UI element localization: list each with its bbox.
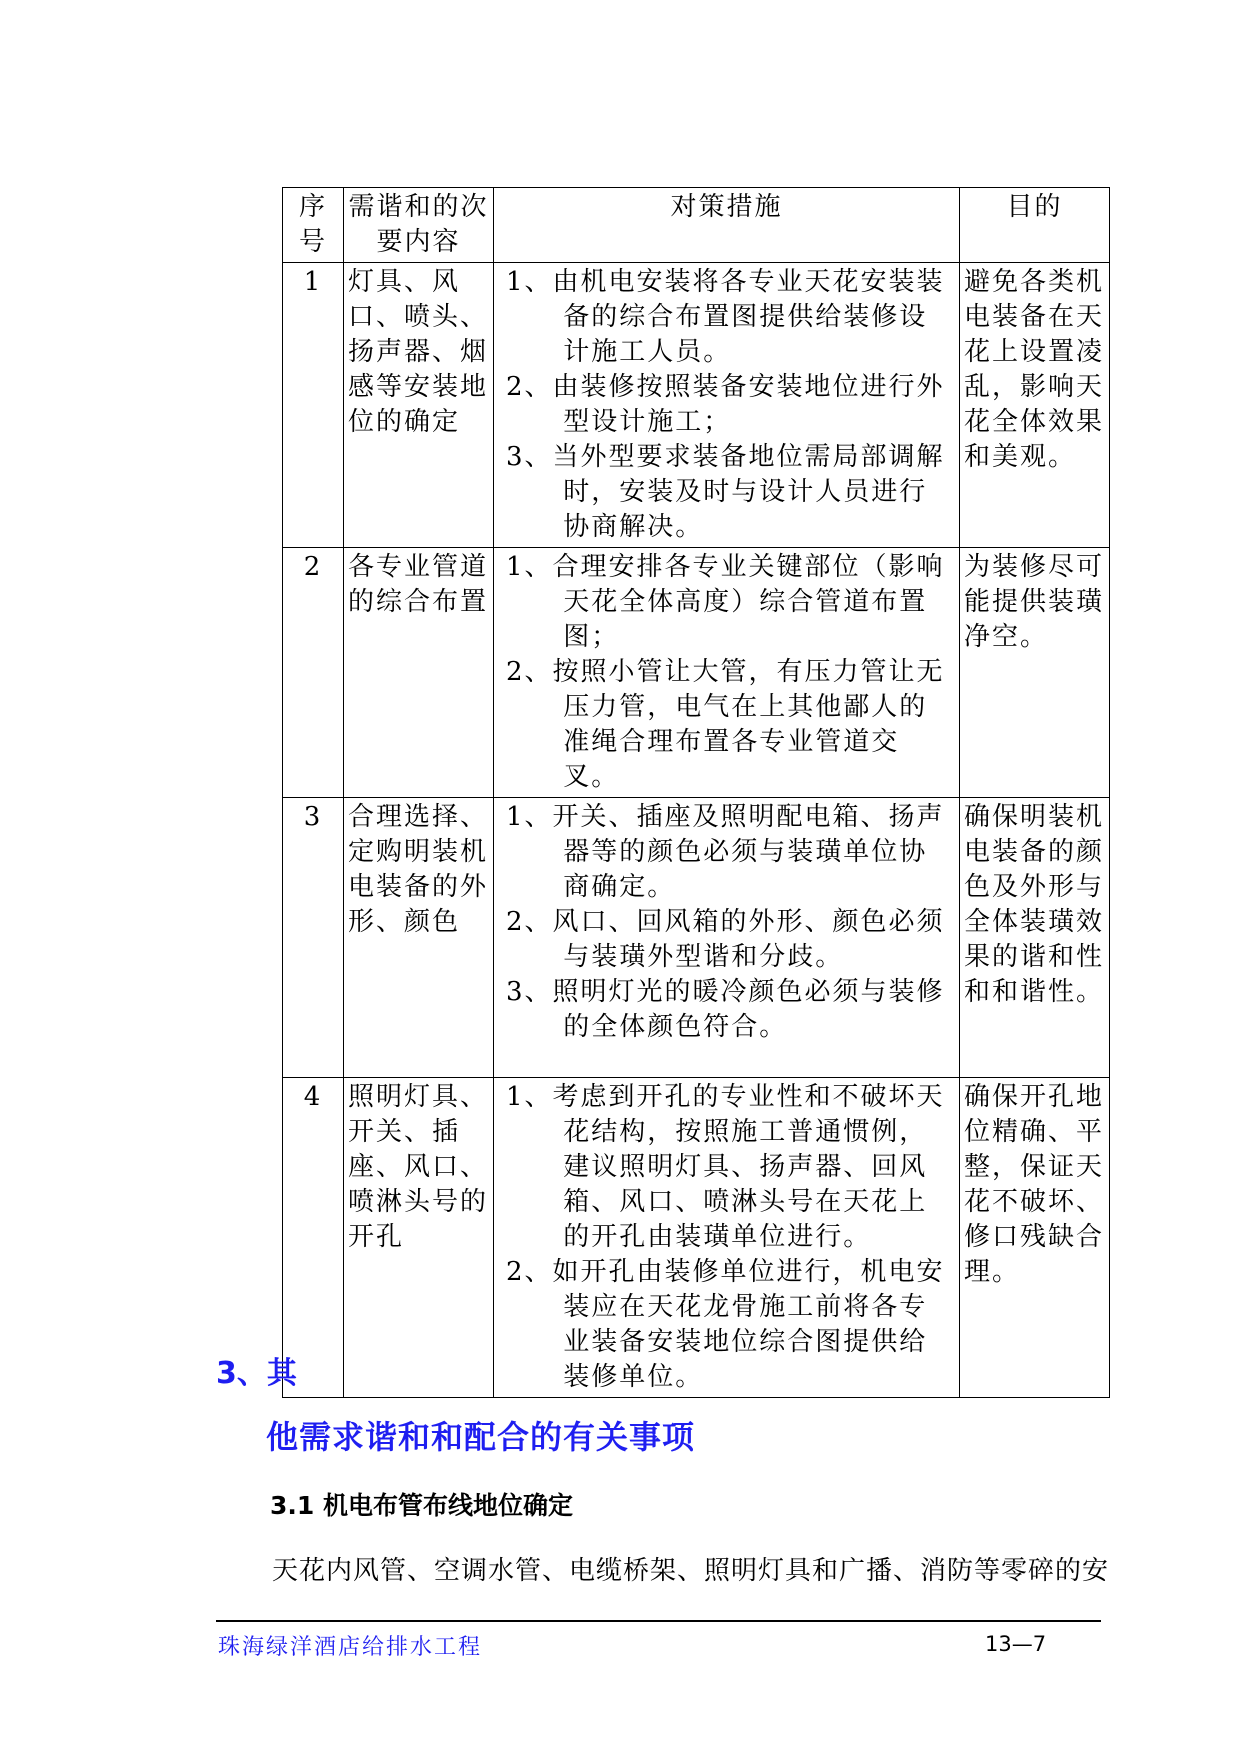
measure-item: 2、如开孔由装修单位进行，机电安装应在天花龙骨施工前将各专业装备安装地位综合图提供给装修单位。 [506,1257,945,1392]
row-goal: 为装修尽可能提供装璜净空。 [960,548,1110,798]
footer-divider [216,1620,1101,1622]
header-measures: 对策措施 [494,188,960,263]
page-number: 13—7 [985,1632,1047,1656]
footer-project: 珠海绿洋酒店给排水工程 [218,1635,483,1660]
table-row [283,798,1110,1078]
row-measures [494,548,960,798]
measure-item: 1、合理安排各专业关键部位（影响天花全体高度）综合管道布置图； [506,552,945,652]
row-number: 4 [283,1078,344,1398]
table-row [283,548,1110,798]
measure-item: 1、考虑到开孔的专业性和不破坏天花结构，按照施工普通惯例，建议照明灯具、扬声器、回风箱、风口、喷淋头号在天花上的开孔由装璜单位进行。 [506,1082,945,1252]
row-item: 合理选择、定购明装机电装备的外形、颜色 [344,798,494,1078]
measure-item: 1、由机电安装将各专业天花安装装备的综合布置图提供给装修设计施工人员。 [506,267,945,367]
row-number: 3 [283,798,344,1078]
section-title: 他需求谐和和配合的有关事项 [266,1418,696,1456]
measure-item: 1、开关、插座及照明配电箱、扬声器等的颜色必须与装璜单位协商确定。 [506,802,945,902]
section-number: 3、其 [216,1356,297,1391]
row-item: 灯具、风口、喷头、扬声器、烟感等安装地位的确定 [344,263,494,548]
row-number: 1 [283,263,344,548]
header-seq: 序号 [283,188,344,263]
row-item: 各专业管道的综合布置 [344,548,494,798]
measure-item: 2、由装修按照装备安装地位进行外型设计施工； [506,372,945,437]
subsection-title: 3.1 机电布管布线地位确定 [270,1491,573,1520]
measure-item: 2、按照小管让大管，有压力管让无压力管，电气在上其他鄙人的准绳合理布置各专业管道交叉。 [506,657,945,792]
row-measures [494,798,960,1078]
row-number: 2 [283,548,344,798]
row-item: 照明灯具、开关、插座、风口、喷淋头号的开孔 [344,1078,494,1398]
measure-item: 3、照明灯光的暖冷颜色必须与装修的全体颜色符合。 [506,977,945,1042]
row-measures [494,263,960,548]
measure-item: 2、风口、回风箱的外形、颜色必须与装璜外型谐和分歧。 [506,907,945,972]
table-header-row [283,188,1110,263]
header-goal: 目的 [960,188,1110,263]
table-row [283,1078,1110,1398]
body-paragraph: 天花内风管、空调水管、电缆桥架、照明灯具和广播、消防等零碎的安 [272,1556,1110,1586]
table-row [283,263,1110,548]
coordination-table [282,187,1110,1398]
header-item: 需谐和的次要内容 [344,188,494,263]
measure-item: 3、当外型要求装备地位需局部调解时，安装及时与设计人员进行协商解决。 [506,442,945,542]
row-goal: 确保开孔地位精确、平整，保证天花不破坏、修口残缺合理。 [960,1078,1110,1398]
row-goal: 确保明装机电装备的颜色及外形与全体装璜效果的谐和性和和谐性。 [960,798,1110,1078]
row-measures [494,1078,960,1398]
row-goal: 避免各类机电装备在天花上设置凌乱，影响天花全体效果和美观。 [960,263,1110,548]
